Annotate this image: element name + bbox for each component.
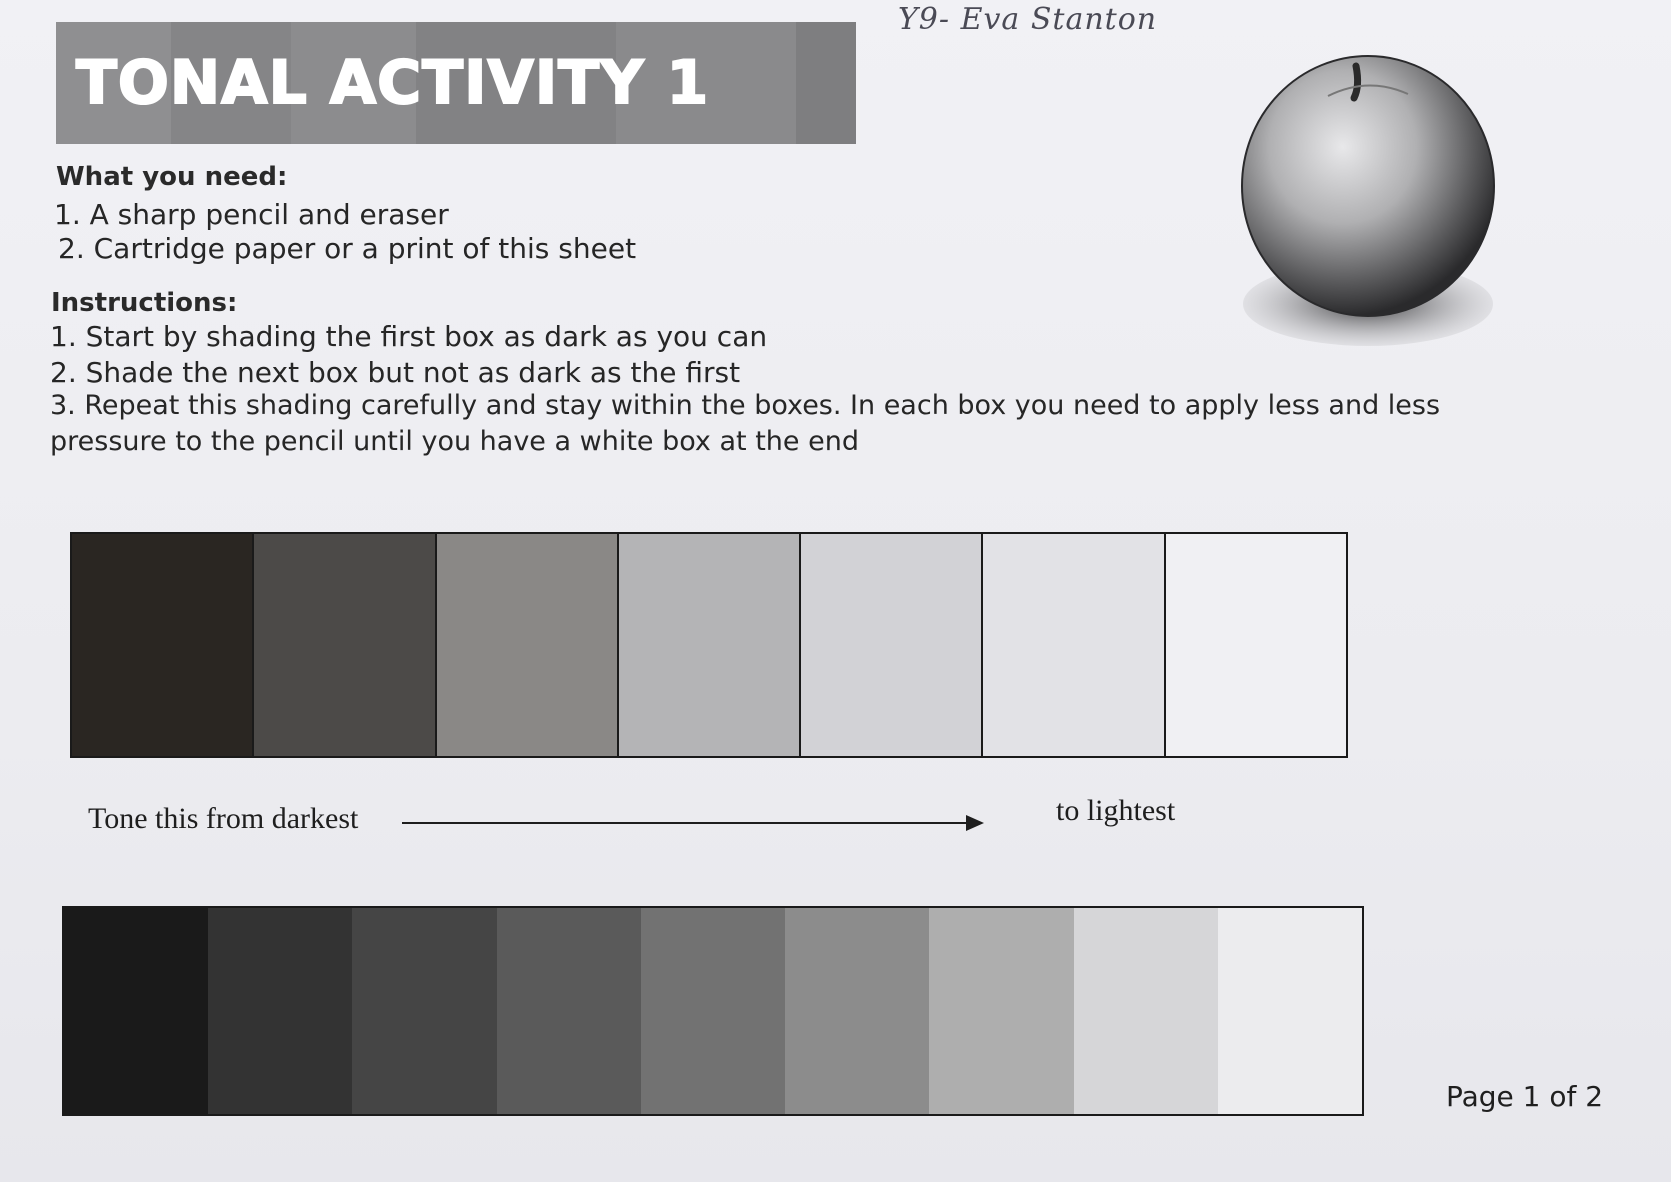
tone-box[interactable]	[1166, 534, 1346, 756]
page-title: TONAL ACTIVITY 1	[76, 48, 710, 118]
apple-stem	[1354, 66, 1358, 98]
scale-step	[785, 908, 929, 1114]
page-number: Page 1 of 2	[1446, 1080, 1604, 1113]
title-banner	[56, 22, 856, 144]
tone-box[interactable]	[619, 534, 801, 756]
scale-step	[64, 908, 208, 1114]
arrow-head-icon	[966, 815, 984, 831]
instructions-heading: Instructions:	[51, 288, 238, 318]
student-signature: Y9- Eva Stanton	[898, 2, 1158, 37]
tone-to-label: to lightest	[1056, 794, 1176, 827]
tonal-practice-strip	[70, 532, 1348, 758]
list-item: 2. Shade the next box but not as dark as the first	[50, 356, 741, 389]
banner-band	[796, 22, 856, 144]
tone-box[interactable]	[983, 534, 1165, 756]
scale-step	[1074, 908, 1218, 1114]
apple-body	[1242, 56, 1494, 316]
list-item: 3. Repeat this shading carefully and stay within the boxes. In each box you need to apply less and less	[50, 390, 1441, 421]
scale-step	[352, 908, 496, 1114]
reference-tonal-scale	[62, 906, 1364, 1116]
list-item: 1. Start by shading the first box as dark as you can	[50, 320, 768, 353]
tone-box[interactable]	[437, 534, 619, 756]
scale-step	[497, 908, 641, 1114]
scale-step	[929, 908, 1073, 1114]
apple-drawing	[1228, 36, 1508, 356]
tone-box[interactable]	[254, 534, 436, 756]
direction-arrow	[402, 822, 968, 824]
tone-from-label: Tone this from darkest	[88, 802, 359, 835]
list-item: 2. Cartridge paper or a print of this sheet	[58, 232, 637, 265]
tone-box[interactable]	[801, 534, 983, 756]
scale-step	[208, 908, 352, 1114]
list-item: pressure to the pencil until you have a white box at the end	[50, 426, 859, 457]
scale-step	[641, 908, 785, 1114]
scale-step	[1218, 908, 1362, 1114]
what-you-need-heading: What you need:	[56, 162, 288, 192]
tone-box[interactable]	[72, 534, 254, 756]
list-item: 1. A sharp pencil and eraser	[54, 198, 449, 231]
